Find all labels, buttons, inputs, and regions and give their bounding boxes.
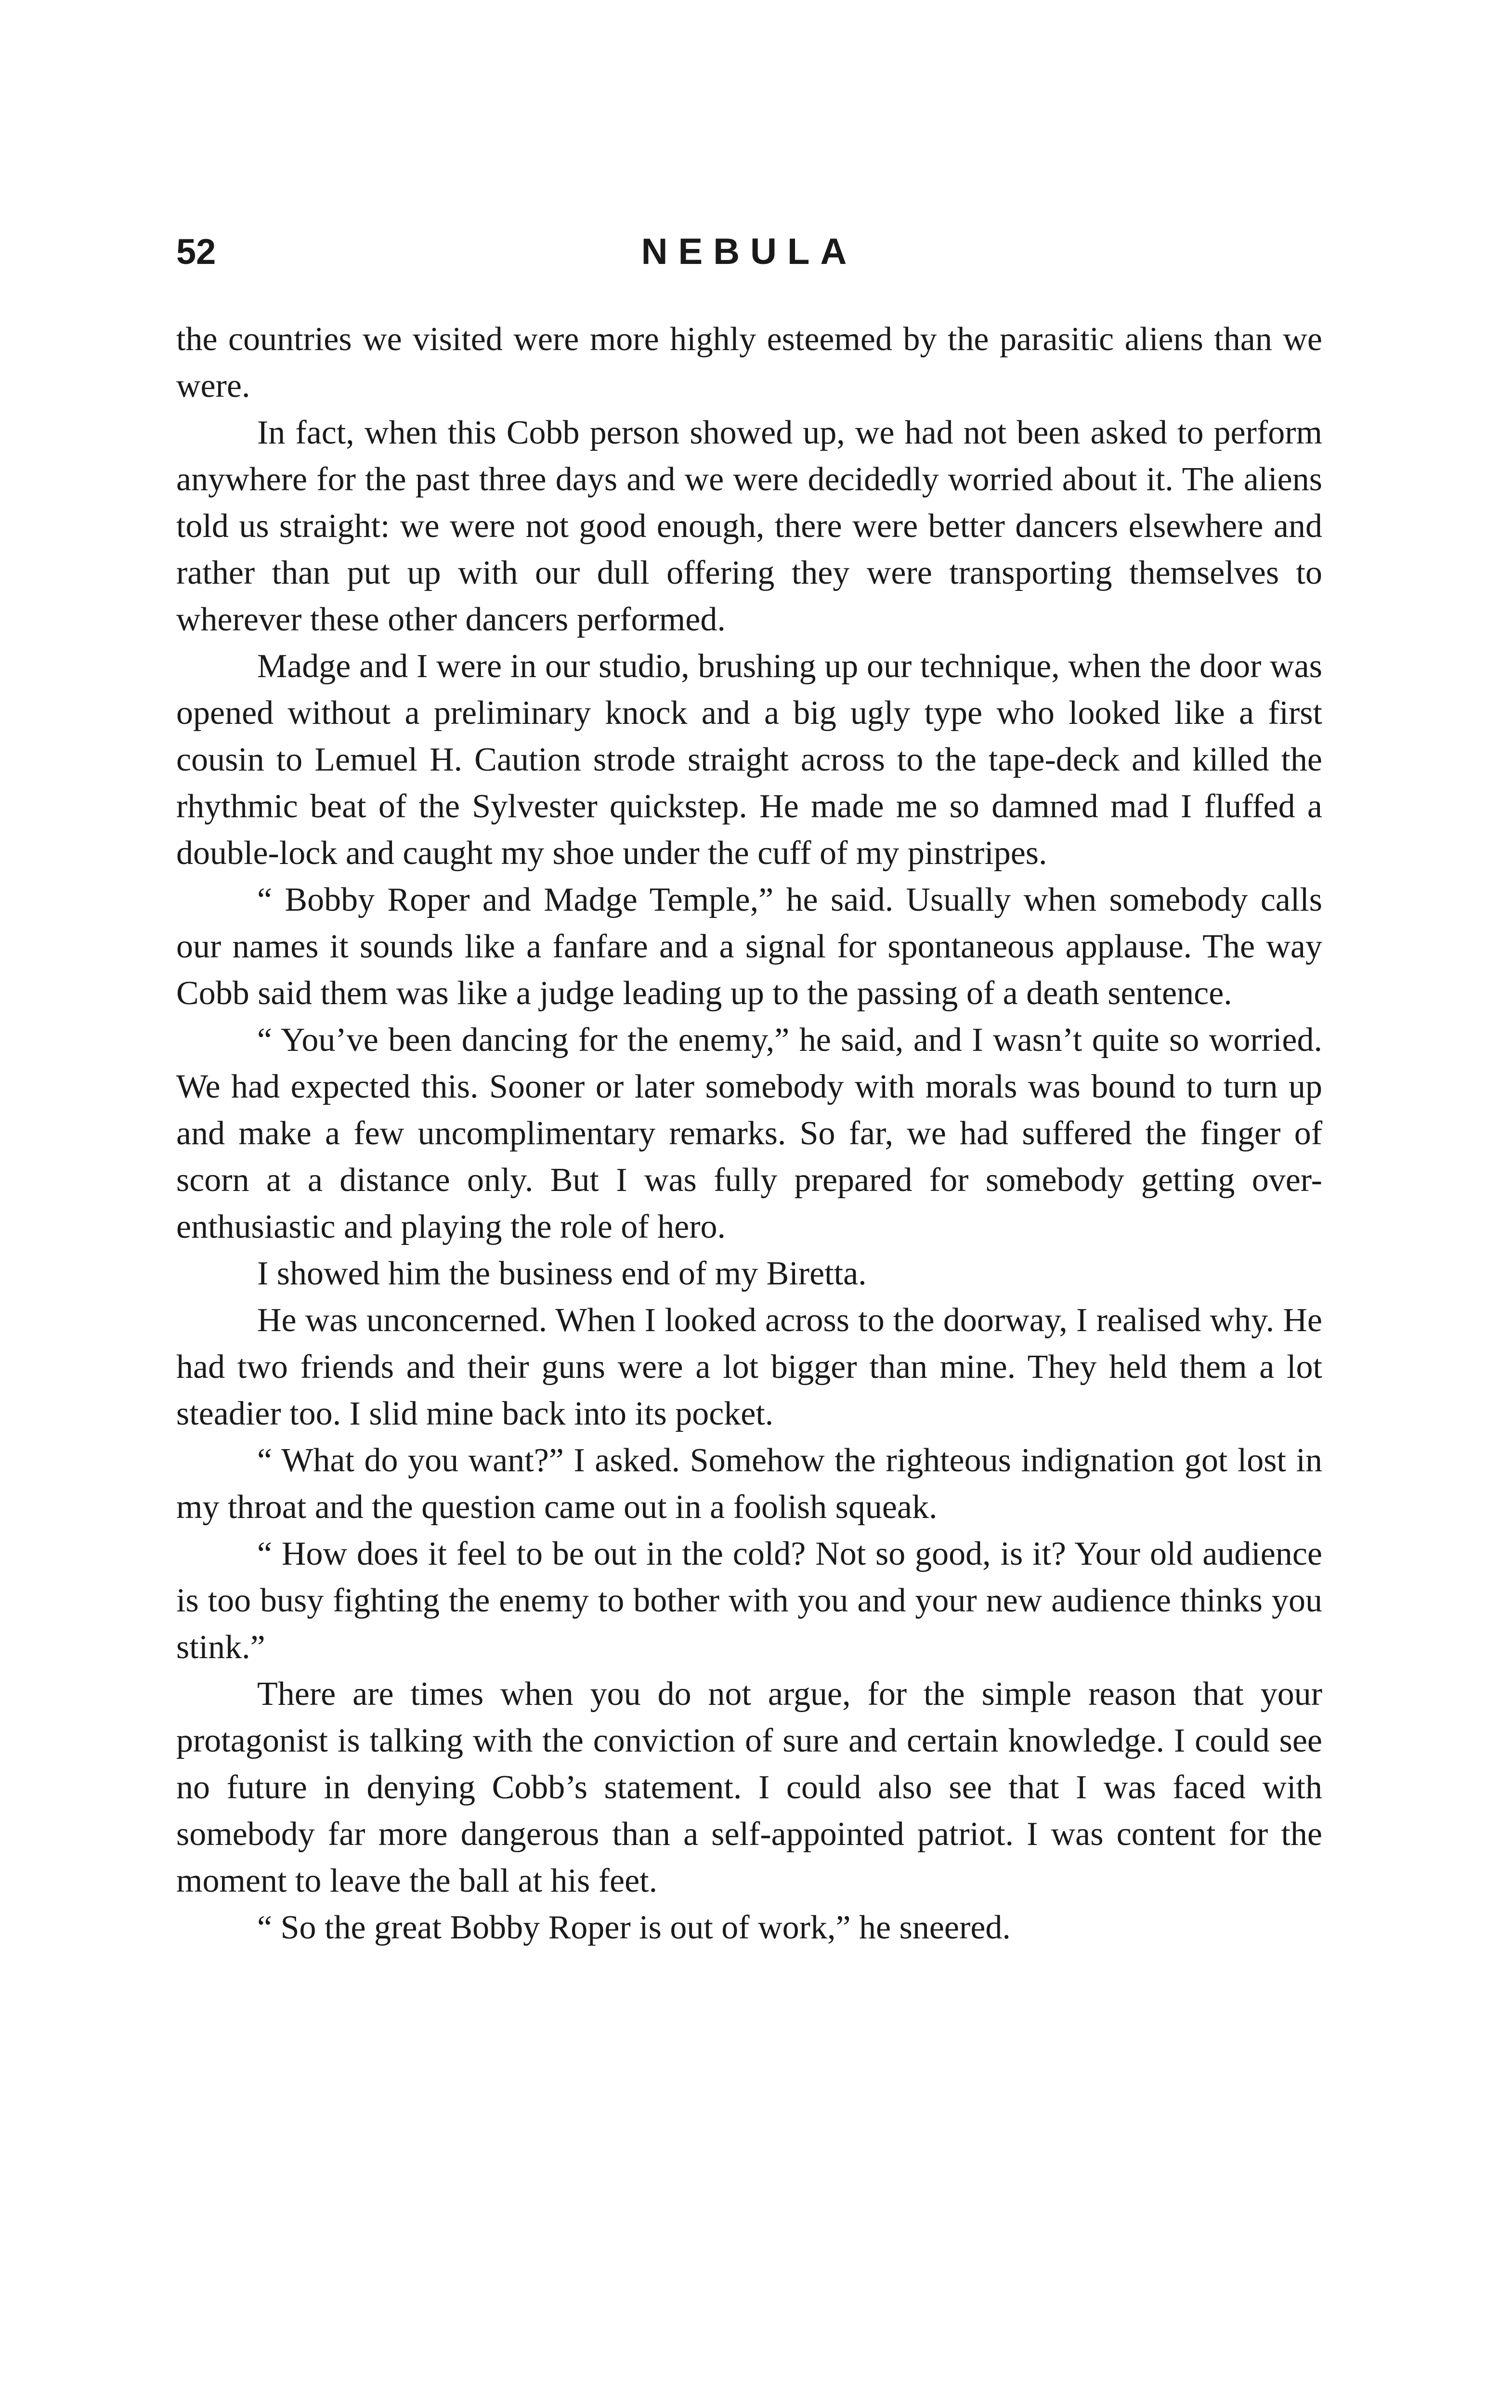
paragraph: There are times when you do not argue, for the simple reason that your protagonist is talking with the conviction of sure and certain knowledge. I could see no future in denying Cobb’s statement. I could also see that I was faced with somebody far more dangerous than a self-appointed patriot. I was content for the moment to leave the ball at his feet.	[176, 1675, 1322, 1899]
paragraph: In fact, when this Cobb person showed up, we had not been asked to perform anywhere for the past three days and we were decidedly worried about it. The aliens told us straight: we were not good enough, there were better dancers elsewhere and rather than put up with our dull offering they were transporting themselves to wherever these other dancers performed.	[176, 414, 1322, 638]
paragraph: He was unconcerned. When I looked across to the doorway, I realised why. He had two friends and their guns were a lot bigger than mine. They held them a lot steadier too. I slid mine back into its pocket.	[176, 1302, 1322, 1432]
magazine-title: NEBULA	[641, 231, 858, 272]
paragraph: “ How does it feel to be out in the cold? Not so good, is it? Your old audience is too busy fighting the enemy to bother with you and your new audience thinks you stink.”	[176, 1535, 1322, 1666]
paragraph: “ So the great Bobby Roper is out of work,” he sneered.	[257, 1909, 1011, 1946]
paragraph: “ Bobby Roper and Madge Temple,” he said. Usually when somebody calls our names it sounds like a fanfare and a signal for spontaneous applause. The way Cobb said them was like a judge leading up to the passing of a death sentence.	[176, 881, 1322, 1012]
page-number: 52	[176, 232, 216, 272]
paragraph: I showed him the business end of my Biretta.	[257, 1255, 867, 1292]
running-head	[176, 225, 1322, 278]
paragraph: the countries we visited were more highly esteemed by the parasitic aliens than we were.	[176, 321, 1322, 405]
paragraph: Madge and I were in our studio, brushing up our technique, when the door was opened without a preliminary knock and a big ugly type who looked like a first cousin to Lemuel H. Caution strode straight across to the tape-deck and killed the rhythmic beat of the Sylvester quickstep. He made me so damned mad I fluffed a double-lock and caught my shoe under the cuff of my pinstripes.	[176, 648, 1322, 872]
story-text	[176, 316, 1322, 1951]
paragraph: “ What do you want?” I asked. Somehow the righteous indignation got lost in my throat and the question came out in a foolish squeak.	[176, 1442, 1322, 1526]
paragraph: “ You’ve been dancing for the enemy,” he said, and I wasn’t quite so worried. We had expected this. Sooner or later somebody with morals was bound to turn up and make a few uncomplimentary remarks. So far, we had suffered the finger of scorn at a distance only. But I was fully prepared for somebody getting over-enthusiastic and playing the role of hero.	[176, 1021, 1322, 1245]
